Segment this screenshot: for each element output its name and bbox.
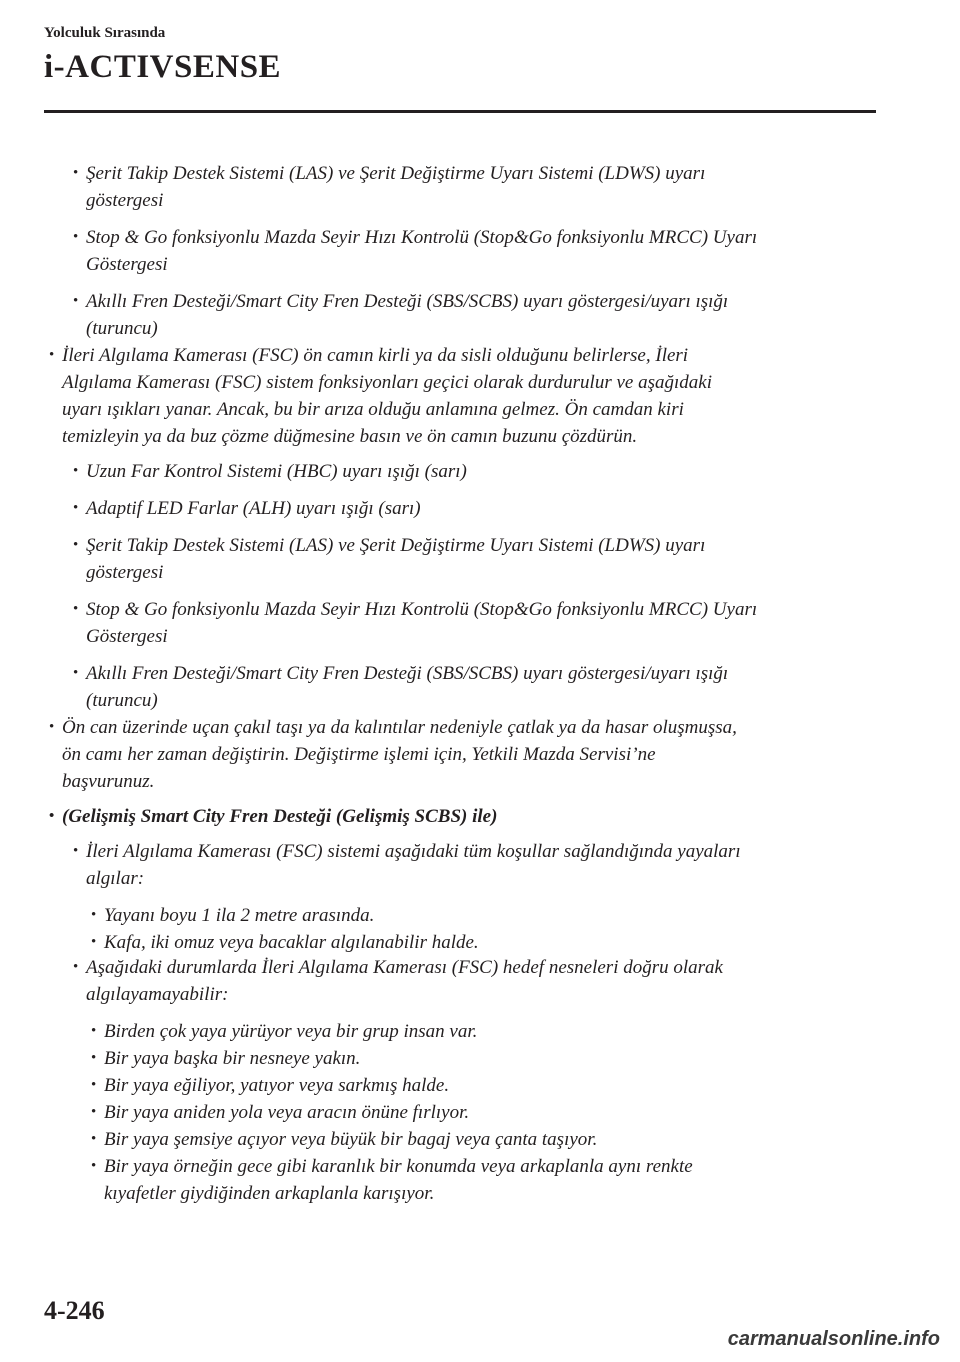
list-item: [91, 1018, 876, 1045]
list-item: [73, 532, 876, 586]
list-item: [73, 495, 876, 522]
list-item-text: algılar:: [86, 868, 145, 889]
list-item-text: Ön can üzerinde uçan çakıl taşı ya da kalıntılar nedeniyle çatlak ya da hasar oluşmuşsa,: [62, 717, 737, 738]
list-item-text: kıyafetler giydiğinden arkaplanla karışıyor.: [104, 1183, 435, 1204]
list-item: [91, 1126, 876, 1153]
list-item-text: Bir yaya aniden yola veya aracın önüne fırlıyor.: [104, 1102, 470, 1123]
list-item-text: (turuncu): [86, 690, 158, 711]
list-item-text: (turuncu): [86, 318, 158, 339]
bullet-icon: •: [73, 500, 79, 516]
bullet-icon: •: [73, 293, 79, 309]
bullet-icon: •: [49, 808, 55, 824]
list-item-text: göstergesi: [86, 562, 164, 583]
list-item-text: Bir yaya eğiliyor, yatıyor veya sarkmış halde.: [104, 1075, 450, 1096]
bullet-icon: •: [91, 1104, 97, 1120]
list-item-text: uyarı ışıkları yanar. Ancak, bu bir arıza olduğu anlamına gelmez. Ön camdan kiri: [62, 399, 684, 420]
list-item-text: Algılama Kamerası (FSC) sistem fonksiyonları geçici olarak durdurulur ve aşağıdaki: [62, 372, 712, 393]
bullet-icon: •: [73, 537, 79, 553]
list-item-text: Göstergesi: [86, 626, 168, 647]
list-item: [49, 342, 876, 450]
list-item-text: Şerit Takip Destek Sistemi (LAS) ve Şerit Değiştirme Uyarı Sistemi (LDWS) uyarı: [86, 535, 706, 556]
list-item-text: Kafa, iki omuz veya bacaklar algılanabilir halde.: [104, 932, 479, 953]
watermark: carmanualsonline.info: [727, 1328, 940, 1350]
list-item: [91, 929, 876, 956]
bullet-icon: •: [91, 907, 97, 923]
list-item: [73, 954, 876, 1008]
list-item-text: Stop & Go fonksiyonlu Mazda Seyir Hızı Kontrolü (Stop&Go fonksiyonlu MRCC) Uyarı: [86, 599, 758, 620]
list-item: [73, 160, 876, 214]
page-number: 4-246: [44, 1296, 105, 1325]
list-item: [73, 224, 876, 278]
page-title: i-ACTIVSENSE: [44, 49, 282, 85]
list-item-text: Akıllı Fren Desteği/Smart City Fren Desteği (SBS/SCBS) uyarı göstergesi/uyarı ışığı: [86, 663, 729, 684]
list-item: [73, 288, 876, 342]
list-item: [91, 1072, 876, 1099]
list-item-text: Bir yaya örneğin gece gibi karanlık bir konumda veya arkaplanla aynı renkte: [104, 1156, 693, 1177]
bullet-icon: •: [73, 165, 79, 181]
list-item-text: Göstergesi: [86, 254, 168, 275]
list-item: [49, 803, 876, 830]
bullet-icon: •: [73, 665, 79, 681]
list-item: [91, 1153, 876, 1207]
page-header: [44, 24, 876, 86]
list-item-text: algılayamayabilir:: [86, 984, 229, 1005]
list-item-text: Adaptif LED Farlar (ALH) uyarı ışığı (sarı): [86, 498, 421, 519]
bullet-icon: •: [73, 601, 79, 617]
bullet-icon: •: [49, 347, 55, 363]
list-item: [91, 1045, 876, 1072]
bullet-icon: •: [91, 1077, 97, 1093]
list-item: [91, 1099, 876, 1126]
bullet-icon: •: [73, 959, 79, 975]
header-divider: [44, 110, 876, 113]
bullet-icon: •: [91, 934, 97, 950]
bullet-icon: •: [73, 843, 79, 859]
list-item: [73, 660, 876, 714]
list-item-text: Aşağıdaki durumlarda İleri Algılama Kamerası (FSC) hedef nesneleri doğru olarak: [86, 957, 723, 978]
list-item-text: başvurunuz.: [62, 771, 155, 792]
list-item-text: İleri Algılama Kamerası (FSC) ön camın kirli ya da sisli olduğunu belirlerse, İleri: [62, 345, 689, 366]
list-item-text: Stop & Go fonksiyonlu Mazda Seyir Hızı Kontrolü (Stop&Go fonksiyonlu MRCC) Uyarı: [86, 227, 758, 248]
list-item: [73, 458, 876, 485]
list-item-text: Şerit Takip Destek Sistemi (LAS) ve Şerit Değiştirme Uyarı Sistemi (LDWS) uyarı: [86, 163, 706, 184]
list-item-text: Birden çok yaya yürüyor veya bir grup insan var.: [104, 1021, 478, 1042]
bullet-icon: •: [73, 229, 79, 245]
list-item-text: (Gelişmiş Smart City Fren Desteği (Gelişmiş SCBS) ile): [62, 806, 498, 827]
list-item-text: İleri Algılama Kamerası (FSC) sistemi aşağıdaki tüm koşullar sağlandığında yayaları: [86, 841, 741, 862]
list-item: [73, 596, 876, 650]
list-item: [73, 838, 876, 892]
bullet-icon: •: [91, 1023, 97, 1039]
list-item-text: temizleyin ya da buz çözme düğmesine basın ve ön camın buzunu çözdürün.: [62, 426, 638, 447]
list-item: [49, 714, 876, 795]
bullet-icon: •: [91, 1158, 97, 1174]
bullet-icon: •: [49, 719, 55, 735]
list-item-text: ön camı her zaman değiştirin. Değiştirme işlemi için, Yetkili Mazda Servisi’ne: [62, 744, 656, 765]
bullet-icon: •: [91, 1050, 97, 1066]
list-item-text: Akıllı Fren Desteği/Smart City Fren Desteği (SBS/SCBS) uyarı göstergesi/uyarı ışığı: [86, 291, 729, 312]
bullet-icon: •: [91, 1131, 97, 1147]
list-item-text: Yayanı boyu 1 ila 2 metre arasında.: [104, 905, 375, 926]
list-item-text: Bir yaya başka bir nesneye yakın.: [104, 1048, 361, 1069]
bullet-icon: •: [73, 463, 79, 479]
list-item-text: Bir yaya şemsiye açıyor veya büyük bir bagaj veya çanta taşıyor.: [104, 1129, 598, 1150]
list-item-text: göstergesi: [86, 190, 164, 211]
list-item: [91, 902, 876, 929]
section-label: Yolculuk Sırasında: [44, 25, 166, 41]
list-item-text: Uzun Far Kontrol Sistemi (HBC) uyarı ışığı (sarı): [86, 461, 467, 482]
